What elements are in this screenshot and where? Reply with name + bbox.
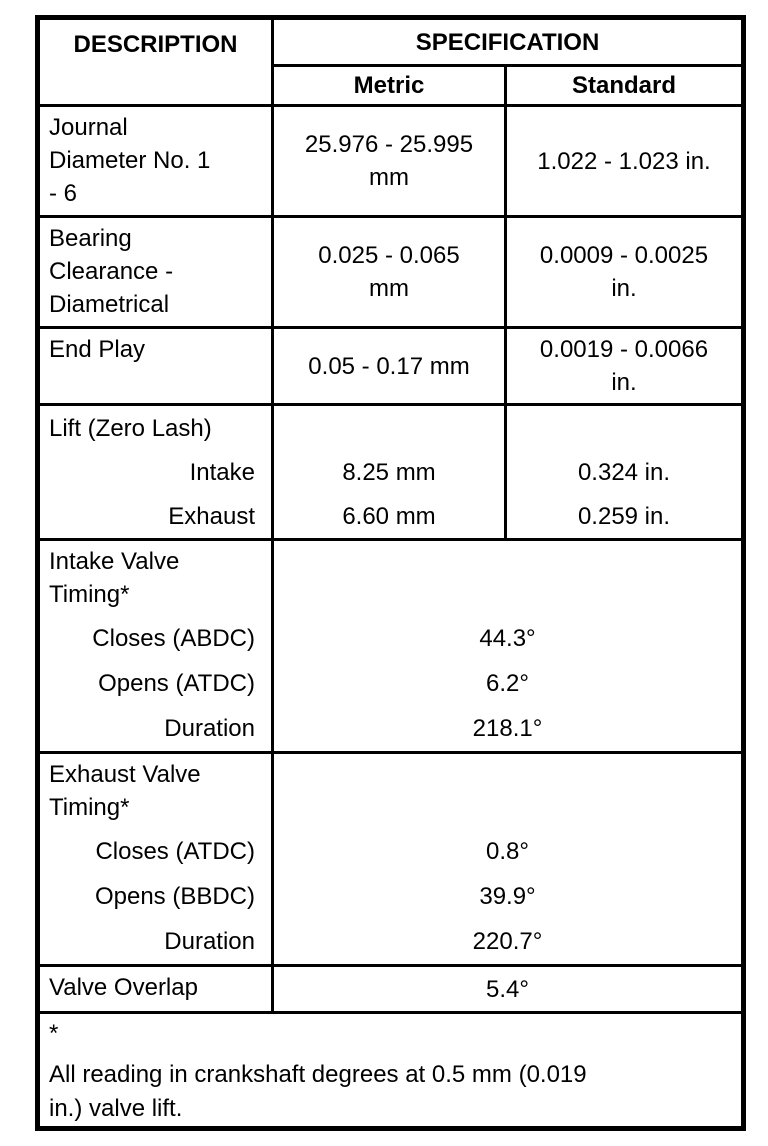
standard-column-header: Standard <box>506 66 744 106</box>
lift-zero-lash-label <box>38 405 273 540</box>
label-line: - 6 <box>49 180 78 207</box>
table-row-valve-overlap <box>38 966 744 1013</box>
sub-row-label-closes: Closes (ABDC) <box>92 625 255 652</box>
sub-row-label-opens: Opens (ATDC) <box>98 670 255 697</box>
journal-diameter-label <box>38 106 273 217</box>
table-row-bearing-clearance <box>38 217 744 328</box>
label-line: Diameter No. 1 <box>49 147 211 174</box>
end-play-label: End Play <box>38 328 273 405</box>
exhaust-lift-metric-value: 6.60 mm <box>342 502 436 530</box>
group-label <box>40 754 271 829</box>
spacer <box>274 406 504 450</box>
value-line: 0.0019 - 0.0066 <box>539 336 709 363</box>
value-line: 0.025 - 0.065 <box>318 242 460 269</box>
table-row-footnote <box>38 1013 744 1129</box>
label-line: Timing* <box>49 794 130 821</box>
journal-diameter-metric-value <box>273 106 506 217</box>
footnote-line: in.) valve lift. <box>49 1095 183 1122</box>
table-row-lift-zero-lash <box>38 405 744 540</box>
group-label: Lift (Zero Lash) <box>49 414 212 442</box>
value-line: in. <box>611 369 637 396</box>
sub-row-label-duration: Duration <box>164 928 255 955</box>
exhaust-lift-standard-value: 0.259 in. <box>577 502 671 530</box>
specification-column-header: SPECIFICATION <box>273 18 744 66</box>
sub-row-label-exhaust: Exhaust <box>168 502 255 530</box>
exhaust-duration-value: 220.7° <box>472 928 543 955</box>
footnote <box>38 1013 744 1129</box>
sub-row-label-intake: Intake <box>189 458 255 486</box>
label-line: Exhaust Valve <box>49 761 201 788</box>
footnote-marker: * <box>49 1020 59 1047</box>
value-line: mm <box>369 164 409 191</box>
intake-lift-metric-value: 8.25 mm <box>342 458 436 486</box>
description-column-header: DESCRIPTION <box>38 18 273 106</box>
table-row-end-play <box>38 328 744 405</box>
footnote-text <box>49 1058 733 1126</box>
label-line: Timing* <box>49 581 130 608</box>
end-play-metric-value: 0.05 - 0.17 mm <box>273 328 506 405</box>
exhaust-valve-timing-values <box>273 753 744 966</box>
bearing-clearance-metric-value <box>273 217 506 328</box>
spacer <box>274 541 741 616</box>
spacer <box>274 754 741 829</box>
lift-standard-values <box>506 405 744 540</box>
lift-metric-values <box>273 405 506 540</box>
label-line: Clearance - <box>49 258 174 285</box>
spacer <box>507 406 741 450</box>
value-line: in. <box>611 275 637 302</box>
table-row-intake-valve-timing <box>38 540 744 753</box>
header-row <box>38 18 744 66</box>
sub-row-label-opens: Opens (BBDC) <box>94 883 255 910</box>
sub-row-label-closes: Closes (ATDC) <box>95 838 255 865</box>
intake-duration-value: 218.1° <box>472 715 543 742</box>
value-line: 0.0009 - 0.0025 <box>539 242 709 269</box>
intake-opens-value: 6.2° <box>486 670 529 697</box>
exhaust-closes-value: 0.8° <box>486 838 529 865</box>
label-line: Journal <box>49 114 128 141</box>
intake-valve-timing-values <box>273 540 744 753</box>
camshaft-specifications-table <box>35 15 746 1131</box>
group-label <box>40 541 271 616</box>
value-line: mm <box>369 275 409 302</box>
exhaust-opens-value: 39.9° <box>479 883 536 910</box>
intake-closes-value: 44.3° <box>479 625 536 652</box>
value-line: 25.976 - 25.995 <box>304 131 474 158</box>
sub-row-label-duration: Duration <box>164 715 255 742</box>
journal-diameter-standard-value <box>506 106 744 217</box>
table-row-journal-diameter <box>38 106 744 217</box>
value-line: 1.022 - 1.023 in. <box>537 147 711 175</box>
intake-valve-timing-label <box>38 540 273 753</box>
table-row-exhaust-valve-timing <box>38 753 744 966</box>
bearing-clearance-standard-value <box>506 217 744 328</box>
exhaust-valve-timing-label <box>38 753 273 966</box>
label-line: Bearing <box>49 225 132 252</box>
end-play-standard-value <box>506 328 744 405</box>
valve-overlap-label: Valve Overlap <box>38 966 273 1013</box>
intake-lift-standard-value: 0.324 in. <box>577 458 671 486</box>
valve-overlap-value: 5.4° <box>273 966 744 1013</box>
bearing-clearance-label <box>38 217 273 328</box>
label-line: Intake Valve <box>49 548 180 575</box>
label-line: Diametrical <box>49 291 170 318</box>
metric-column-header: Metric <box>273 66 506 106</box>
footnote-line: All reading in crankshaft degrees at 0.5 mm (0.019 <box>49 1061 587 1088</box>
